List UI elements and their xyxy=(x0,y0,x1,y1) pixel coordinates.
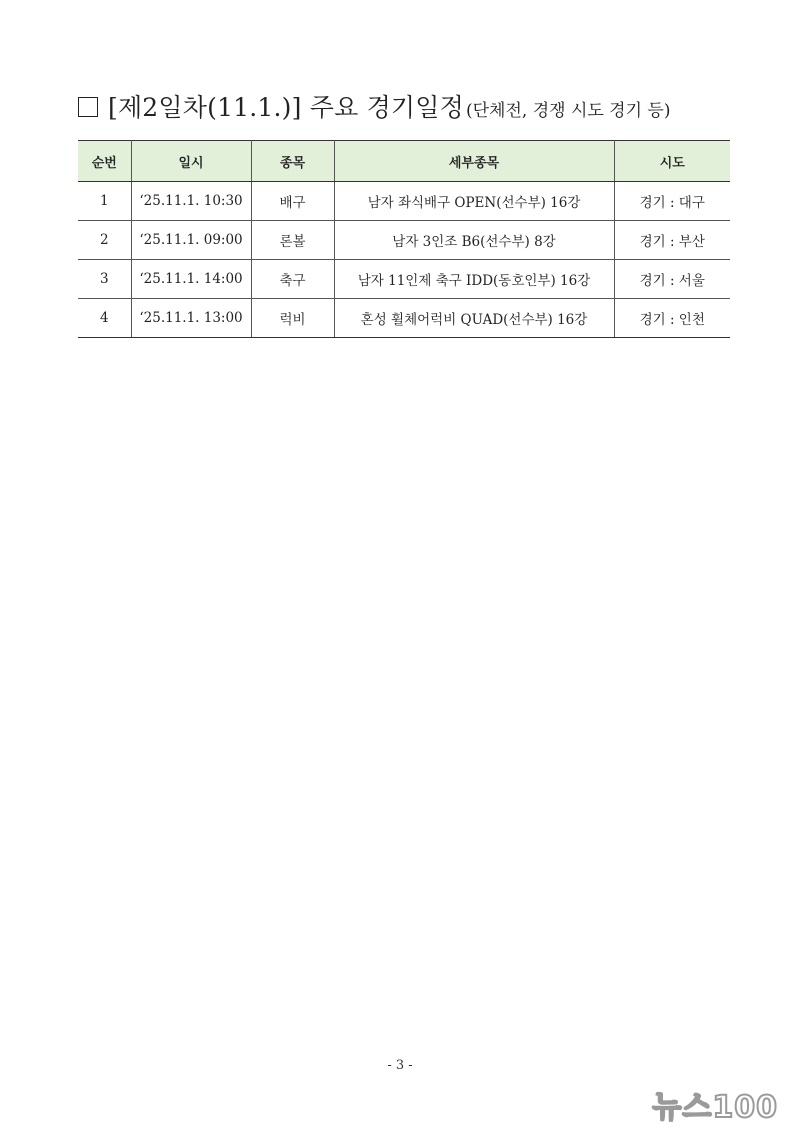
cell-datetime: ‘25.11.1. 10:30 xyxy=(131,182,251,221)
cell-region: 경기 : 서울 xyxy=(614,260,730,299)
cell-region: 경기 : 부산 xyxy=(614,221,730,260)
cell-no: 1 xyxy=(78,182,131,221)
checkbox-square-icon xyxy=(78,97,98,117)
cell-event: 남자 3인조 B6(선수부) 8강 xyxy=(334,221,614,260)
header-datetime: 일시 xyxy=(131,141,251,182)
heading-sub: (단체전, 경쟁 시도 경기 등) xyxy=(465,101,671,121)
page-number: - 3 - xyxy=(387,1058,413,1073)
cell-no: 2 xyxy=(78,221,131,260)
table-header-row xyxy=(78,141,730,182)
cell-sport: 론볼 xyxy=(251,221,334,260)
cell-event: 남자 좌식배구 OPEN(선수부) 16강 xyxy=(334,182,614,221)
header-region: 시도 xyxy=(614,141,730,182)
table-row xyxy=(78,299,730,338)
cell-no: 3 xyxy=(78,260,131,299)
header-sport: 종목 xyxy=(251,141,334,182)
table-row xyxy=(78,260,730,299)
cell-region: 경기 : 대구 xyxy=(614,182,730,221)
cell-sport: 배구 xyxy=(251,182,334,221)
table-row xyxy=(78,182,730,221)
header-event: 세부종목 xyxy=(334,141,614,182)
header-no: 순번 xyxy=(78,141,131,182)
schedule-table xyxy=(78,140,730,338)
cell-sport: 럭비 xyxy=(251,299,334,338)
cell-datetime: ‘25.11.1. 09:00 xyxy=(131,221,251,260)
cell-sport: 축구 xyxy=(251,260,334,299)
table-row xyxy=(78,221,730,260)
cell-region: 경기 : 인천 xyxy=(614,299,730,338)
cell-datetime: ‘25.11.1. 14:00 xyxy=(131,260,251,299)
cell-event: 혼성 휠체어럭비 QUAD(선수부) 16강 xyxy=(334,299,614,338)
cell-no: 4 xyxy=(78,299,131,338)
heading-main: [제2일차(11.1.)] 주요 경기일정 xyxy=(108,93,464,122)
cell-datetime: ‘25.11.1. 13:00 xyxy=(131,299,251,338)
watermark-logo: 뉴스100 xyxy=(652,1090,778,1125)
cell-event: 남자 11인제 축구 IDD(동호인부) 16강 xyxy=(334,260,614,299)
section-heading xyxy=(78,88,671,124)
